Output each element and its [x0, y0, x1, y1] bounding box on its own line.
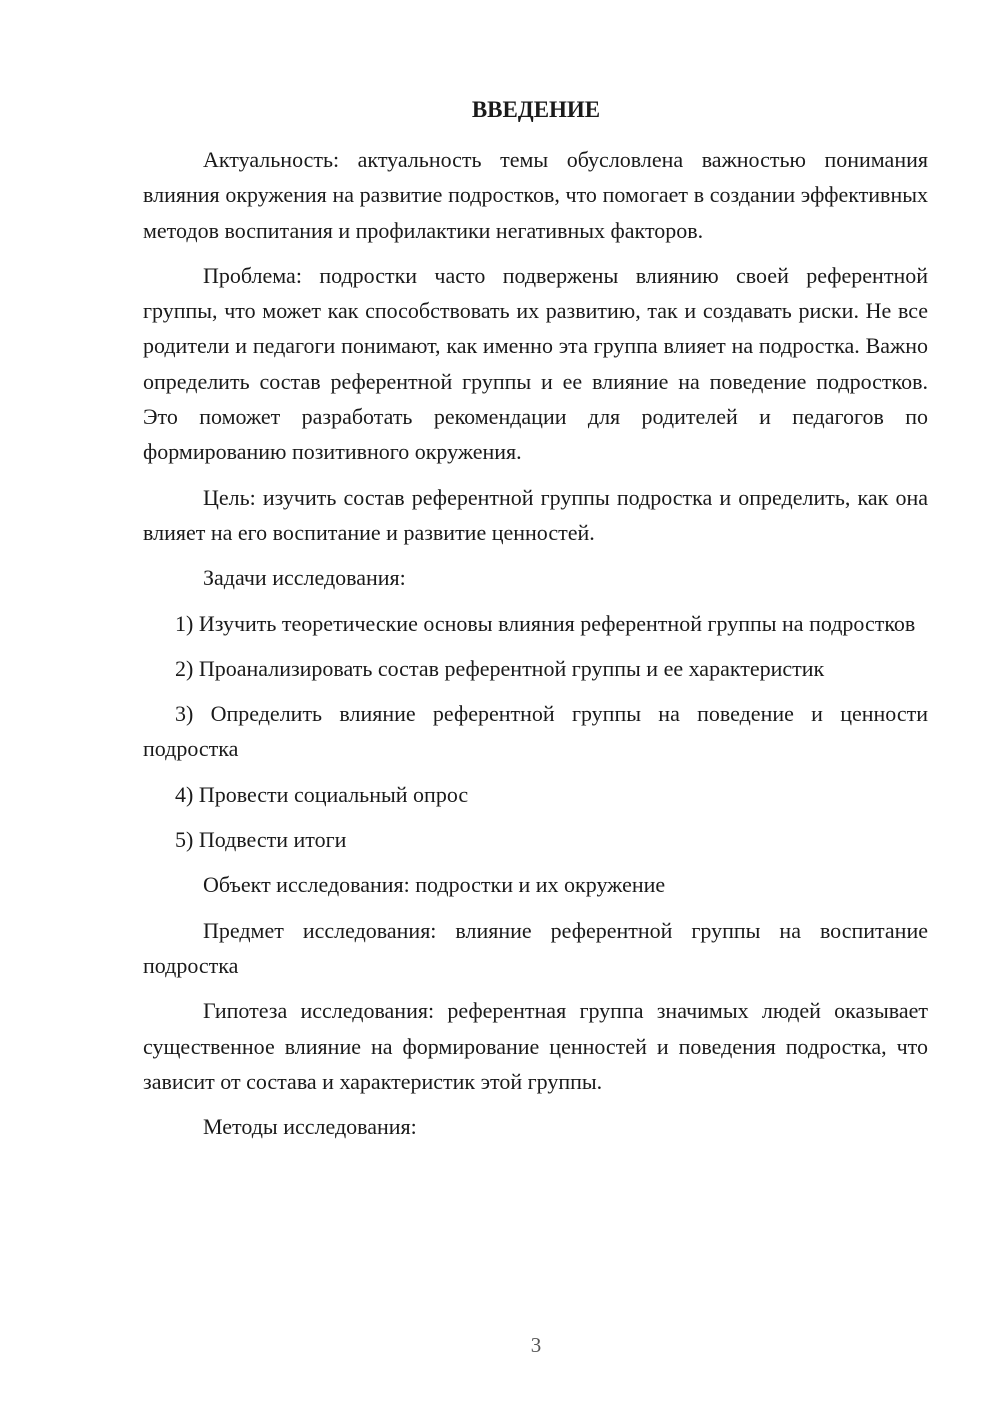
page-number: 3 — [530, 1333, 542, 1357]
paragraph-tasks-heading: Задачи исследования: — [203, 565, 406, 591]
paragraph-relevance: Актуальность: актуальность темы обусловлена важностью понимания влияния окружения на развитие подростков, что помогает в создании эффективных методов воспитания и профилактики негативных факторов. — [143, 147, 928, 243]
paragraph-methods: Методы исследования: — [203, 1114, 417, 1140]
paragraph-subject: Предмет исследования: влияние референтной группы на воспитание подростка — [143, 917, 928, 978]
paragraph-hypothesis: Гипотеза исследования: референтная группа значимых людей оказывает существенное влияние на формирование ценностей и поведения подростка, что зависит от состава и характеристик этой группы. — [143, 998, 928, 1094]
paragraph-object: Объект исследования: подростки и их окружение — [203, 872, 666, 898]
paragraph-problem: Проблема: подростки часто подвержены влиянию своей референтной группы, что может как способствовать их развитию, так и создавать риски. Не все родители и педагоги понимают, как именно эта группа влияет на подростка. Важно определить состав референтной группы и ее влияние на поведение подростков. Это поможет разработать рекомендации для родителей и педагогов по формированию позитивного окружения. — [143, 262, 928, 465]
section-title: ВВЕДЕНИЕ — [471, 97, 601, 122]
task-item-2: 2) Проанализировать состав референтной группы и ее характеристик — [175, 655, 825, 681]
task-item-3: 3) Определить влияние референтной группы на поведение и ценности подростка — [143, 701, 928, 762]
document-body — [143, 142, 928, 1154]
task-item-1: 1) Изучить теоретические основы влияния референтной группы на подростков — [175, 610, 916, 636]
task-item-4: 4) Провести социальный опрос — [175, 781, 469, 807]
task-item-5: 5) Подвести итоги — [175, 827, 347, 853]
paragraph-goal: Цель: изучить состав референтной группы подростка и определить, как она влияет на его воспитание и развитие ценностей. — [143, 484, 928, 545]
